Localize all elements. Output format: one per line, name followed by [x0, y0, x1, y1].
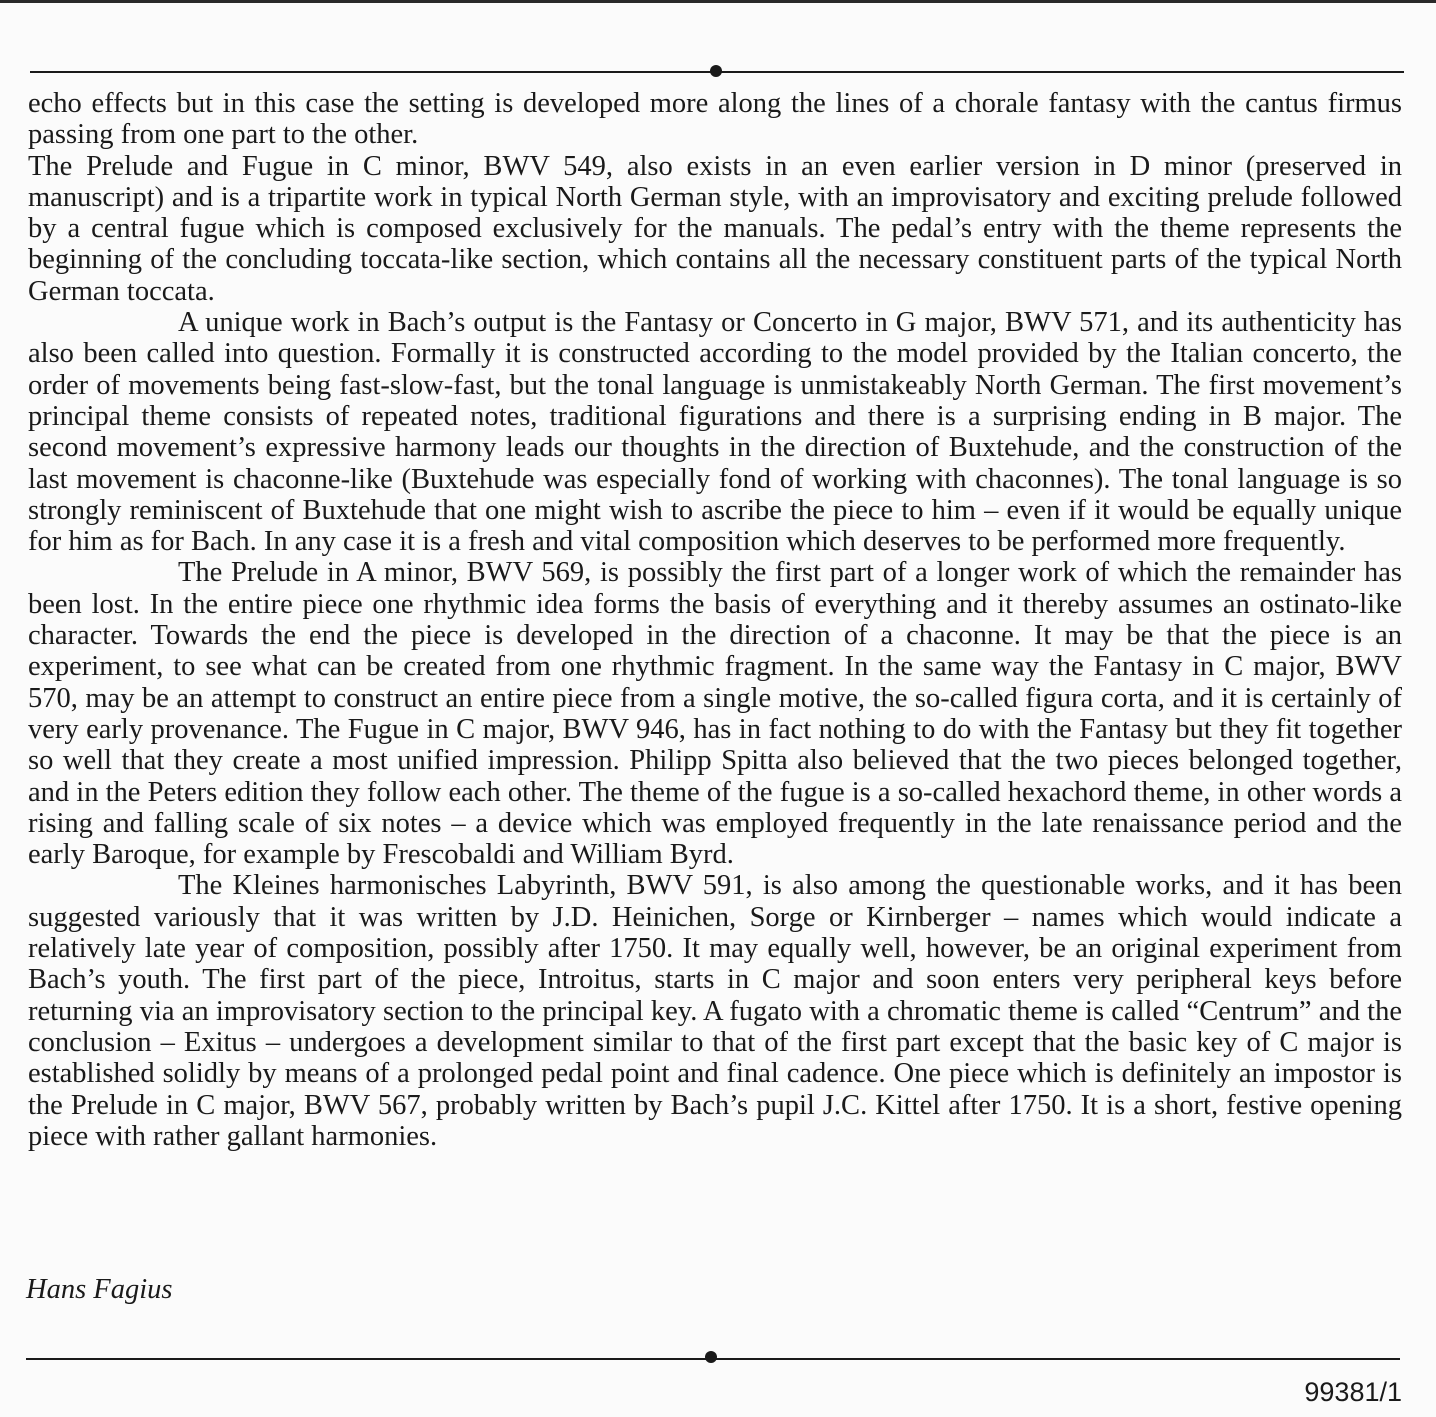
top-divider-dot	[710, 65, 722, 77]
paragraph-5: The Kleines harmonisches Labyrinth, BWV 591, is also among the questionable works, and it has been suggested variously that it was written by J.D. Heinichen, Sorge or Kirnberger – names which would indicate a relatively late year of composition, possibly after 1750. It may equally well, however, be an original experiment from Bach’s youth. The first part of the piece, Introitus, starts in C major and soon enters very peripheral keys before returning via an improvisatory section to the principal key. A fugato with a chromatic theme is called “Centrum” and the conclusion – Exitus – undergoes a development similar to that of the first part except that the basic key of C major is established solidly by means of a prolonged pedal point and final cadence. One piece which is definitely an impostor is the Prelude in C major, BWV 567, probably written by Bach’s pupil J.C. Kittel after 1750. It is a short, festive opening piece with rather gallant harmonies.	[28, 870, 1402, 1152]
author-signature: Hans Fagius	[26, 1274, 173, 1305]
article-body	[28, 88, 1402, 1152]
page-top-edge	[0, 0, 1436, 3]
paragraph-4: The Prelude in A minor, BWV 569, is possibly the first part of a longer work of which the remainder has been lost. In the entire piece one rhythmic idea forms the basis of everything and it thereby assumes an ostinato-like character. Towards the end the piece is developed in the direction of a chaconne. It may be that the piece is an experiment, to see what can be created from one rhythmic fragment. In the same way the Fantasy in C major, BWV 570, may be an attempt to construct an entire piece from a single motive, the so-called figura corta, and it is certainly of very early provenance. The Fugue in C major, BWV 946, has in fact nothing to do with the Fantasy but they fit together so well that they create a most unified impression. Philipp Spitta also believed that the two pieces belonged together, and in the Peters edition they follow each other. The theme of the fugue is a so-called hexachord theme, in other words a rising and falling scale of six notes – a device which was employed frequently in the late renaissance period and the early Baroque, for example by Frescobaldi and William Byrd.	[28, 557, 1402, 871]
paragraph-3: A unique work in Bach’s output is the Fantasy or Concerto in G major, BWV 571, and its authenticity has also been called into question. Formally it is constructed according to the model provided by the Italian concerto, the order of movements being fast-slow-fast, but the tonal language is unmistakeably North German. The first movement’s principal theme consists of repeated notes, traditional figurations and there is a surprising ending in B major. The second movement’s expressive harmony leads our thoughts in the direction of Buxtehude, and the construction of the last movement is chaconne-like (Buxtehude was especially fond of working with chaconnes). The tonal language is so strongly reminiscent of Buxtehude that one might wish to ascribe the piece to him – even if it would be equally unique for him as for Bach. In any case it is a fresh and vital composition which deserves to be performed more frequently.	[28, 307, 1402, 558]
bottom-divider-dot	[705, 1351, 717, 1363]
paragraph-2: The Prelude and Fugue in C minor, BWV 549, also exists in an even earlier version in D minor (preserved in manuscript) and is a tripartite work in typical North German style, with an improvisatory and exciting prelude followed by a central fugue which is composed exclusively for the manuals. The pedal’s entry with the theme represents the beginning of the concluding toccata-like section, which contains all the necessary constituent parts of the typical North German toccata.	[28, 150, 1402, 307]
paragraph-1: echo effects but in this case the setting is developed more along the lines of a chorale fantasy with the cantus firmus passing from one part to the other.	[28, 88, 1402, 151]
catalog-number: 99381/1	[1304, 1377, 1402, 1407]
